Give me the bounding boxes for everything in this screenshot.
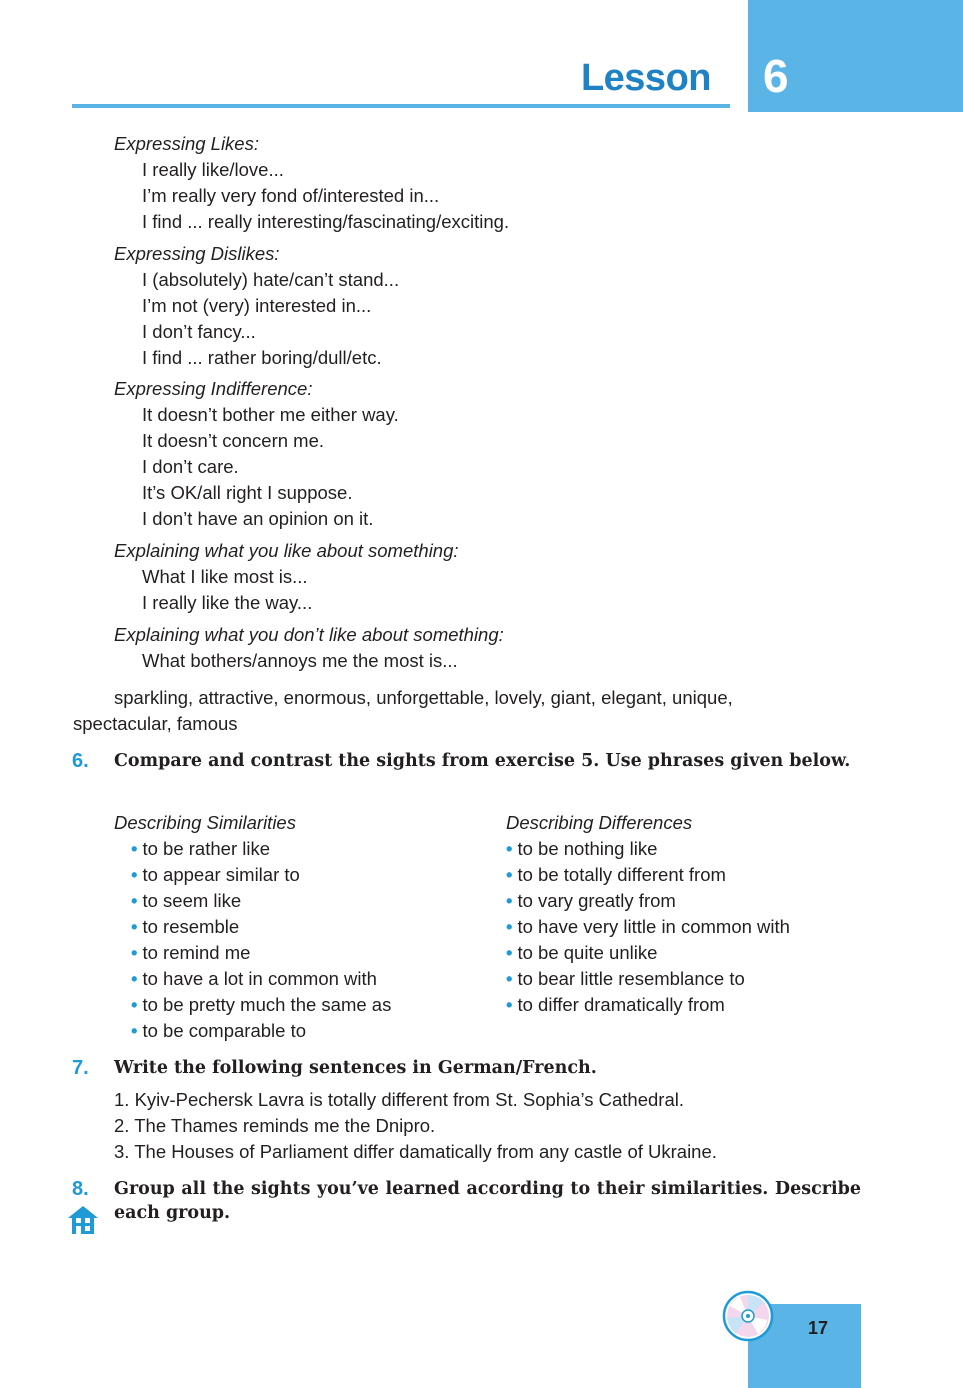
phrase-line: I really like/love... — [142, 159, 284, 180]
home-task-icon — [66, 1204, 100, 1236]
differences-title: Describing Differences — [506, 812, 693, 833]
list-item: • to vary greatly from — [506, 890, 676, 911]
exercise-6-number: 6. — [72, 750, 89, 772]
phrase-line: I’m not (very) interested in... — [142, 295, 372, 316]
list-item: • to be comparable to — [131, 1020, 307, 1041]
list-item: • to differ dramatically from — [506, 994, 725, 1015]
phrase-line: What bothers/annoys me the most is... — [142, 650, 458, 671]
bullet-icon: • — [506, 838, 513, 859]
exercise-8-instruction: Group all the sights you’ve learned according to their similarities. Describe each group. — [114, 1179, 861, 1223]
category-dislikes: Expressing Dislikes: — [114, 243, 280, 264]
list-item: • to remind me — [131, 942, 251, 963]
category-like-about: Explaining what you like about something: — [114, 540, 459, 561]
list-item: 1. Kyiv-Pechersk Lavra is totally different from St. Sophia’s Cathedral. — [114, 1089, 684, 1110]
list-item: • to be pretty much the same as — [131, 994, 392, 1015]
phrase-line: I find ... really interesting/fascinating/exciting. — [142, 211, 510, 232]
category-likes: Expressing Likes: — [114, 133, 259, 154]
bullet-icon: • — [131, 916, 138, 937]
exercise-7-instruction: Write the following sentences in German/French. — [114, 1058, 597, 1078]
bullet-icon: • — [131, 942, 138, 963]
list-item: • to be rather like — [131, 838, 270, 859]
phrase-line: I don’t fancy... — [142, 321, 256, 342]
list-item: 2. The Thames reminds me the Dnipro. — [114, 1115, 436, 1136]
bullet-icon: • — [506, 864, 513, 885]
phrase-line: It doesn’t concern me. — [142, 430, 325, 451]
page-number: 17 — [808, 1318, 829, 1338]
list-item: • to be totally different from — [506, 864, 726, 885]
list-item: • to have very little in common with — [506, 916, 790, 937]
adjectives-line-1: sparkling, attractive, enormous, unforgettable, lovely, giant, elegant, unique, — [114, 687, 733, 708]
bullet-icon: • — [506, 994, 513, 1015]
bullet-icon: • — [131, 864, 138, 885]
list-item: • to bear little resemblance to — [506, 968, 745, 989]
list-item: • to appear similar to — [131, 864, 300, 885]
bullet-icon: • — [506, 968, 513, 989]
phrase-line: I really like the way... — [142, 592, 313, 613]
differences-list — [506, 836, 790, 1018]
category-dislike-about: Explaining what you don’t like about something: — [114, 624, 504, 645]
lesson-title: Lesson — [580, 57, 711, 99]
bullet-icon: • — [506, 890, 513, 911]
phrase-line: I (absolutely) hate/can’t stand... — [142, 269, 400, 290]
exercise-7-sentences — [114, 1087, 717, 1165]
list-item: • to resemble — [131, 916, 240, 937]
exercise-7-number: 7. — [72, 1057, 89, 1079]
exercise-8-number: 8. — [72, 1178, 89, 1200]
list-item: • to be nothing like — [506, 838, 658, 859]
bullet-icon: • — [131, 838, 138, 859]
bullet-icon: • — [131, 968, 138, 989]
phrase-line: I don’t care. — [142, 456, 239, 477]
similarities-title: Describing Similarities — [114, 812, 296, 833]
cd-icon — [722, 1290, 774, 1342]
bullet-icon: • — [506, 916, 513, 937]
list-item: • to have a lot in common with — [131, 968, 377, 989]
bullet-icon: • — [131, 994, 138, 1015]
phrase-line: I don’t have an opinion on it. — [142, 508, 374, 529]
phrase-line: It’s OK/all right I suppose. — [142, 482, 353, 503]
bullet-icon: • — [506, 942, 513, 963]
phrase-line: It doesn’t bother me either way. — [142, 404, 399, 425]
bullet-icon: • — [131, 890, 138, 911]
bullet-icon: • — [131, 1020, 138, 1041]
category-indifference: Expressing Indifference: — [114, 378, 313, 399]
adjectives-line-2: spectacular, famous — [73, 713, 238, 734]
lesson-number: 6 — [763, 50, 789, 102]
list-item: • to seem like — [131, 890, 242, 911]
exercise-6-instruction: Compare and contrast the sights from exercise 5. Use phrases given below. — [114, 751, 851, 771]
similarities-list — [131, 836, 391, 1044]
phrase-line: I find ... rather boring/dull/etc. — [142, 347, 382, 368]
list-item: • to be quite unlike — [506, 942, 658, 963]
list-item: 3. The Houses of Parliament differ damatically from any castle of Ukraine. — [114, 1141, 717, 1162]
phrase-line: What I like most is... — [142, 566, 308, 587]
header-rule — [72, 104, 730, 108]
phrase-line: I’m really very fond of/interested in... — [142, 185, 440, 206]
